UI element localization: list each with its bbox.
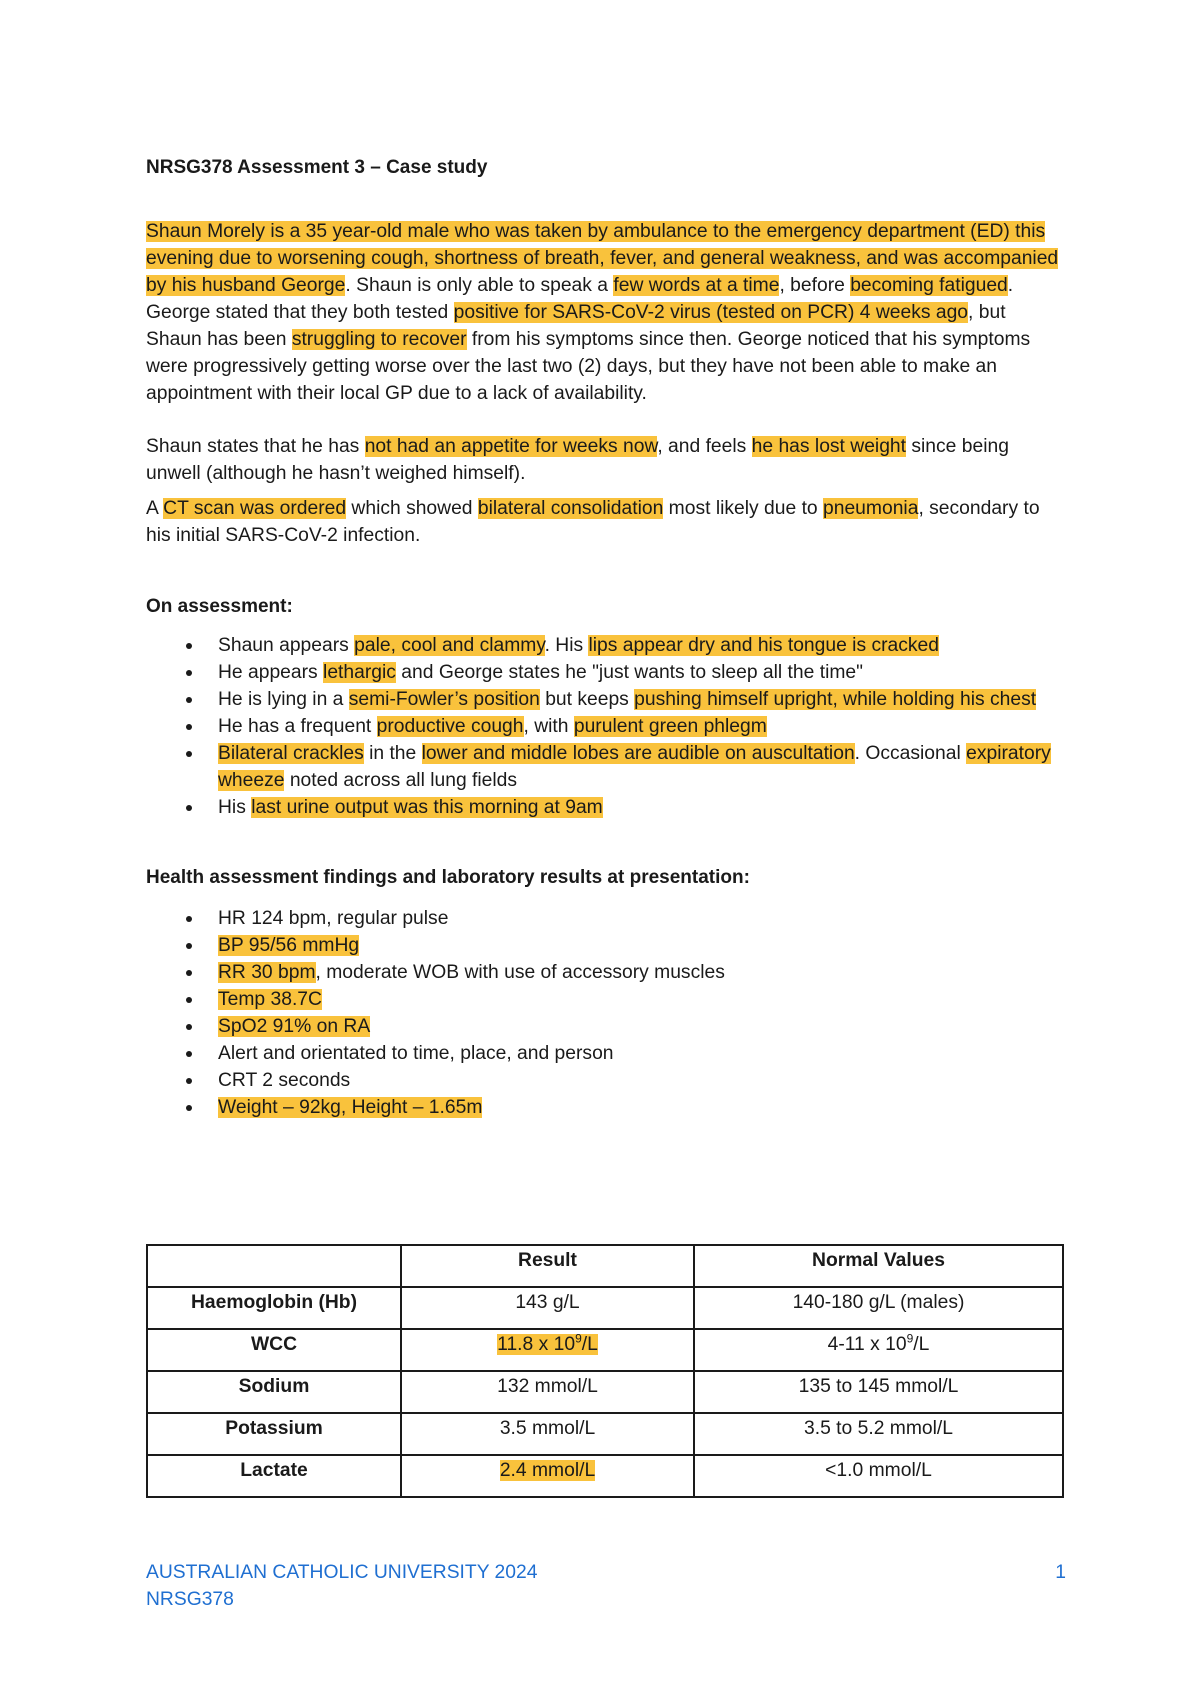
lab-normal-value: 4-11 x $10^9/L$	[694, 1329, 1063, 1371]
text-run: , and feels	[657, 436, 752, 457]
highlighted-text: pale, cool and clammy	[354, 635, 545, 656]
highlighted-text: pneumonia	[823, 498, 919, 519]
lab-test-name: Haemoglobin (Hb)	[147, 1287, 401, 1329]
text-run: in the	[363, 743, 422, 764]
lab-result-value: 3.5 mmol/L	[401, 1413, 694, 1455]
text-run: since being unwell (although he hasn’t weighed himself).	[146, 436, 1009, 484]
header-blank	[147, 1245, 401, 1287]
list-item	[146, 905, 1066, 932]
highlighted-text: SpO2 91% on RA	[218, 1016, 371, 1037]
text-run: CRT 2 seconds	[218, 1070, 351, 1091]
highlighted-text: productive cough	[376, 716, 524, 737]
intro-paragraph-1	[146, 218, 1061, 407]
lab-result-value: 143 g/L	[401, 1287, 694, 1329]
list-item	[146, 1067, 1066, 1094]
text-run: HR 124 bpm, regular pulse	[218, 908, 449, 929]
highlighted-text: CT scan was ordered	[163, 498, 347, 519]
highlighted-text: positive for SARS-CoV-2 virus (tested on PCR) 4 weeks ago	[453, 302, 969, 323]
highlighted-text: Weight – 92kg, Height – 1.65m	[218, 1097, 483, 1118]
list-item	[146, 959, 1066, 986]
text-run: , with	[523, 716, 574, 737]
highlighted-text: lower and middle lobes are audible on auscultation	[421, 743, 855, 764]
lab-normal-value: 135 to 145 mmol/L	[694, 1371, 1063, 1413]
lab-table-row	[147, 1287, 1063, 1329]
lab-test-name: Lactate	[147, 1455, 401, 1497]
text-run: , moderate WOB with use of accessory muscles	[315, 962, 725, 983]
list-item	[146, 632, 1066, 659]
footer-course: NRSG378	[146, 1589, 234, 1610]
highlighted-text: lips appear dry and his tongue is cracked	[588, 635, 939, 656]
text-run: Shaun appears	[218, 635, 355, 656]
highlighted-text: semi-Fowler’s position	[348, 689, 540, 710]
list-item	[146, 1013, 1066, 1040]
lab-result-value: 11.8 x $10^9/L$	[401, 1329, 694, 1371]
list-item	[146, 686, 1066, 713]
highlighted-text: expiratory wheeze	[218, 743, 1051, 791]
lab-result-value: 132 mmol/L	[401, 1371, 694, 1413]
intro-paragraph-3	[146, 495, 1061, 549]
intro-paragraph-2	[146, 433, 1061, 487]
lab-normal-value: 140-180 g/L (males)	[694, 1287, 1063, 1329]
text-run: and George states he "just wants to sleep all the time"	[395, 662, 863, 683]
highlighted-text: pushing himself upright, while holding his chest	[634, 689, 1037, 710]
text-run: Alert and orientated to time, place, and person	[218, 1043, 614, 1064]
lab-results-table	[146, 1244, 1064, 1498]
text-run: most likely due to	[663, 498, 824, 519]
text-run: His	[218, 797, 252, 818]
page-footer	[146, 1559, 1066, 1613]
highlighted-text: purulent green phlegm	[573, 716, 767, 737]
page-number: 1	[1055, 1562, 1066, 1583]
list-item	[146, 659, 1066, 686]
text-run: He is lying in a	[218, 689, 349, 710]
highlighted-text: not had an appetite for weeks now	[364, 436, 658, 457]
findings-heading: Health assessment findings and laboratory results at presentation:	[146, 867, 750, 888]
list-item	[146, 740, 1066, 794]
highlighted-text: struggling to recover	[291, 329, 467, 350]
lab-table-row	[147, 1413, 1063, 1455]
highlighted-text: bilateral consolidation	[477, 498, 664, 519]
text-run: He has a frequent	[218, 716, 377, 737]
highlighted-text: he has lost weight	[751, 436, 907, 457]
lab-table-row	[147, 1329, 1063, 1371]
lab-result-value: 2.4 mmol/L	[401, 1455, 694, 1497]
text-run: , but Shaun has been	[146, 302, 1006, 350]
list-item	[146, 986, 1066, 1013]
header-normal-values: Normal Values	[694, 1245, 1063, 1287]
text-run: from his symptoms since then. George noticed that his symptoms were progressively getting worse over the last two (2) days, but they have not been able to make an appointment with their local GP due to a lack of availability.	[146, 329, 1031, 404]
lab-normal-value: <1.0 mmol/L	[694, 1455, 1063, 1497]
list-item	[146, 1040, 1066, 1067]
text-run: He appears	[218, 662, 324, 683]
highlighted-text: RR 30 bpm	[218, 962, 316, 983]
text-run: . Occasional	[854, 743, 967, 764]
lab-normal-value: 3.5 to 5.2 mmol/L	[694, 1413, 1063, 1455]
lab-test-name: Potassium	[147, 1413, 401, 1455]
highlighted-text: few words at a time	[613, 275, 780, 296]
lab-table-row	[147, 1371, 1063, 1413]
lab-test-name: Sodium	[147, 1371, 401, 1413]
highlighted-text: becoming fatigued	[850, 275, 1008, 296]
highlighted-text: BP 95/56 mmHg	[218, 935, 360, 956]
lab-table-header-row	[147, 1245, 1063, 1287]
findings-list	[146, 905, 1066, 1121]
page-title: NRSG378 Assessment 3 – Case study	[146, 157, 488, 178]
lab-test-name: WCC	[147, 1329, 401, 1371]
lab-table-row	[147, 1455, 1063, 1497]
highlighted-text: lethargic	[323, 662, 396, 683]
assessment-list	[146, 632, 1066, 821]
highlighted-text: Temp 38.7C	[218, 989, 322, 1010]
list-item	[146, 794, 1066, 821]
text-run: , secondary to his initial SARS-CoV-2 infection.	[146, 498, 1040, 546]
text-run: noted across all lung fields	[284, 770, 518, 791]
header-result: Result	[401, 1245, 694, 1287]
highlighted-text: Shaun Morely is a 35 year-old male who was taken by ambulance to the emergency department (ED) this evening due to worsening cough, shortness of breath, fever, and general weakness, and was accompanied by his husband George	[146, 221, 1059, 296]
text-run: which showed	[346, 498, 478, 519]
text-run: . George stated that they both tested	[146, 275, 1014, 323]
highlighted-text: last urine output was this morning at 9am	[251, 797, 603, 818]
list-item	[146, 932, 1066, 959]
text-run: Shaun states that he has	[146, 436, 365, 457]
text-run: . Shaun is only able to speak a	[345, 275, 614, 296]
footer-university: AUSTRALIAN CATHOLIC UNIVERSITY 2024	[146, 1562, 538, 1583]
assessment-heading: On assessment:	[146, 596, 293, 617]
list-item	[146, 713, 1066, 740]
text-run: . His	[544, 635, 589, 656]
highlighted-text: Bilateral crackles	[218, 743, 364, 764]
text-run: , before	[779, 275, 851, 296]
list-item	[146, 1094, 1066, 1121]
text-run: A	[146, 498, 164, 519]
text-run: but keeps	[539, 689, 635, 710]
